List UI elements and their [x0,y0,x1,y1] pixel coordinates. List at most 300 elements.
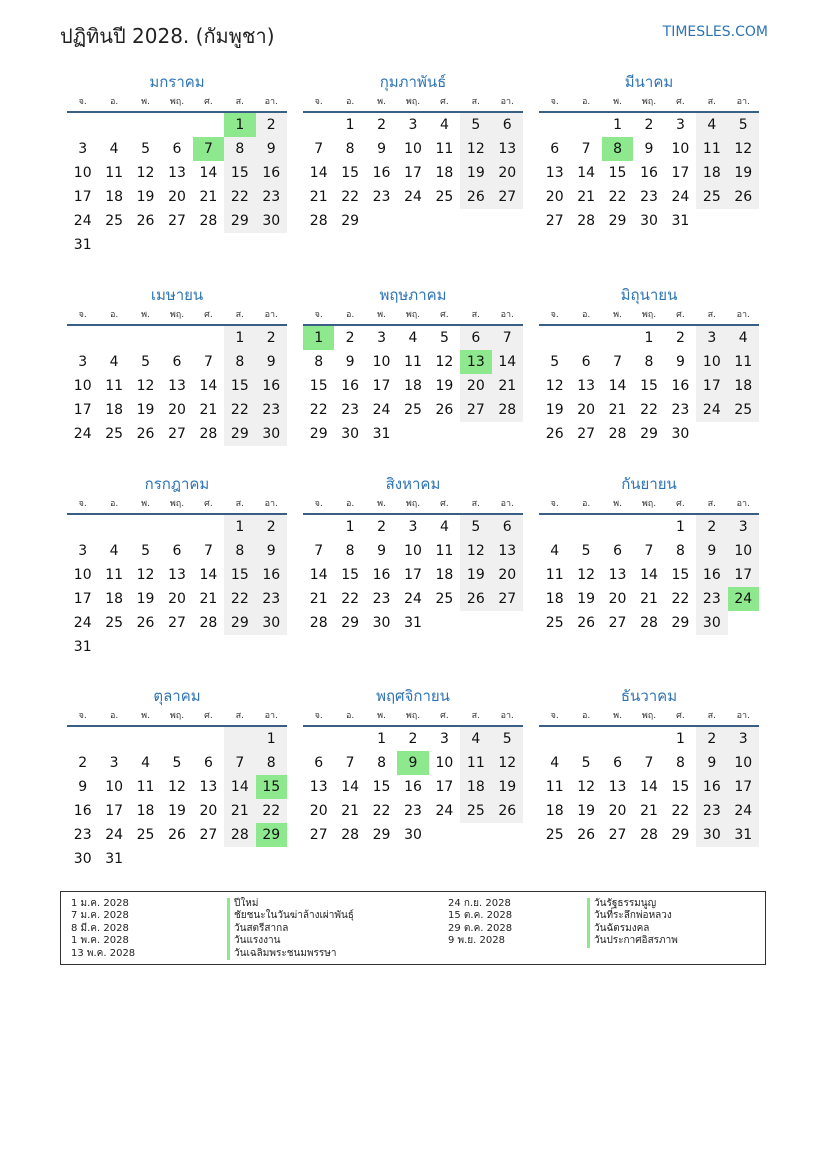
weekday-label: จ. [314,499,323,509]
day-cell: 23 [256,185,287,209]
day-cell: 22 [224,185,255,209]
empty-cell [98,113,129,137]
empty-cell [98,635,129,659]
empty-cell [460,611,491,635]
day-cell: 1 [644,330,654,346]
weekday-label: ส. [471,499,480,509]
empty-cell [570,113,601,137]
day-cell: 24 [728,799,759,823]
weekday-header [539,94,759,113]
weekday-label: พ. [377,499,386,509]
day-cell: 27 [168,615,186,631]
weekday-label: อา. [736,97,750,107]
day-cell: 1 [675,519,685,535]
day-cell: 18 [545,803,564,819]
day-cell: 12 [136,567,155,583]
month-name: พฤศจิกายน [376,687,450,705]
day-cell: 9 [256,539,287,563]
empty-cell [161,233,192,257]
empty-cell [460,823,491,847]
empty-cell [193,635,224,659]
legend-date: 24 ก.ย. 2028 [448,898,511,909]
legend-names-col-1 [227,898,354,960]
day-cell: 30 [256,209,287,233]
day-cell: 30 [341,426,360,442]
day-cell: 26 [577,827,596,843]
month-name: พฤษภาคม [379,286,447,304]
day-cell: 25 [545,827,564,843]
weekday-label: พฤ. [169,310,185,320]
day-cell: 5 [550,354,560,370]
legend-date: 7 ม.ค. 2028 [71,910,129,922]
empty-cell [193,113,224,137]
weekday-label: อ. [581,97,591,107]
empty-cell [256,847,287,871]
day-cell: 11 [136,779,155,795]
month-name: มีนาคม [624,73,674,91]
day-cell: 3 [109,755,119,771]
empty-cell [570,326,601,350]
day-cell: 4 [109,543,119,559]
empty-cell [67,326,98,350]
day-cell: 3 [408,519,418,535]
empty-cell [397,422,428,446]
legend-dates-col-2 [448,898,512,948]
day-cell: 5 [581,543,591,559]
weekday-label: จ. [78,711,87,721]
day-cell: 13 [309,779,328,795]
day-cell: 25 [696,185,727,209]
day-cell: 25 [460,799,491,823]
day-cell: 21 [199,189,218,205]
day-cell: 18 [435,165,454,181]
day-cell: 6 [172,354,182,370]
day-cell: 24 [105,827,124,843]
day-cell: 24 [73,615,92,631]
day-cell: 16 [372,165,391,181]
day-grid [67,113,287,257]
day-cell: 6 [613,755,623,771]
day-cell: 18 [728,374,759,398]
weekday-label: ส. [235,97,244,107]
empty-cell [130,847,161,871]
weekday-label: อ. [345,310,355,320]
day-cell: 22 [224,587,255,611]
day-cell: 6 [172,141,182,157]
month-calendar [539,283,759,446]
weekday-label: พฤ. [641,711,657,721]
empty-cell [602,515,633,539]
day-cell: 13 [199,779,218,795]
day-cell: 9 [644,141,654,157]
day-cell: 10 [696,350,727,374]
weekday-header [539,708,759,727]
day-cell: 25 [105,213,124,229]
empty-cell [492,611,523,635]
day-cell: 26 [492,799,523,823]
day-cell: 27 [608,615,627,631]
day-cell: 7 [613,354,623,370]
day-cell: 10 [404,141,422,157]
day-cell: 21 [608,402,627,418]
empty-cell [696,209,727,233]
day-cell: 25 [105,426,124,442]
day-cell: 21 [640,803,658,819]
day-cell: 4 [109,354,119,370]
weekday-label: อา. [500,310,514,320]
day-cell: 5 [439,330,449,346]
day-cell: 7 [193,137,224,161]
day-cell: 7 [224,751,255,775]
day-cell: 15 [640,378,658,394]
month-name: ตุลาคม [153,687,201,705]
day-grid [303,113,523,233]
day-cell: 3 [439,731,449,747]
weekday-header [303,307,523,326]
day-cell: 23 [341,402,360,418]
month-calendar [67,70,287,257]
empty-cell [193,515,224,539]
weekday-label: อ. [109,711,119,721]
empty-cell [130,326,161,350]
empty-cell [492,422,523,446]
empty-cell [67,113,98,137]
day-cell: 18 [105,591,124,607]
day-cell: 23 [404,803,422,819]
day-cell: 24 [73,426,92,442]
day-cell: 31 [671,213,690,229]
day-cell: 18 [136,803,155,819]
day-cell: 15 [341,165,360,181]
day-cell: 24 [728,587,759,611]
day-cell: 28 [341,827,360,843]
day-cell: 27 [492,185,523,209]
weekday-label: จ. [314,711,323,721]
day-cell: 3 [377,330,387,346]
weekday-label: พฤ. [405,499,421,509]
weekday-label: พ. [141,711,150,721]
weekday-label: อ. [345,499,355,509]
day-cell: 8 [644,354,654,370]
day-cell: 29 [224,209,255,233]
day-cell: 14 [309,567,328,583]
day-cell: 13 [168,378,186,394]
weekday-label: ศ. [204,97,213,107]
day-cell: 16 [73,803,92,819]
day-cell: 2 [644,117,654,133]
weekday-label: พ. [613,499,622,509]
day-cell: 6 [172,543,182,559]
day-cell: 29 [341,213,360,229]
weekday-label: ศ. [676,97,685,107]
day-cell: 23 [256,587,287,611]
day-cell: 3 [728,515,759,539]
day-cell: 7 [314,141,324,157]
day-cell: 30 [73,851,92,867]
day-cell: 29 [341,615,360,631]
empty-cell [256,233,287,257]
day-cell: 2 [696,515,727,539]
day-cell: 1 [345,117,355,133]
day-cell: 25 [105,615,124,631]
empty-cell [130,113,161,137]
day-cell: 20 [492,161,523,185]
day-cell: 22 [640,402,658,418]
day-cell: 8 [602,137,633,161]
empty-cell [429,209,460,233]
weekday-label: พ. [613,97,622,107]
empty-cell [161,635,192,659]
day-cell: 15 [671,779,690,795]
empty-cell [98,515,129,539]
legend-holiday-name: วันแรงงาน [227,935,354,947]
day-cell: 23 [671,402,690,418]
weekday-label: พ. [141,310,150,320]
day-cell: 17 [372,378,391,394]
month-calendar [539,70,759,233]
day-cell: 4 [439,519,449,535]
day-cell: 6 [203,755,213,771]
weekday-label: ศ. [440,97,449,107]
day-cell: 19 [435,378,454,394]
day-cell: 22 [341,189,360,205]
month-name: มิถุนายน [620,286,678,304]
day-cell: 14 [224,775,255,799]
day-cell: 6 [492,515,523,539]
day-cell: 26 [460,185,491,209]
day-cell: 9 [377,543,387,559]
day-cell: 4 [408,330,418,346]
weekday-label: ศ. [676,499,685,509]
day-cell: 28 [640,827,658,843]
day-cell: 14 [492,350,523,374]
day-cell: 17 [728,563,759,587]
day-cell: 12 [460,539,491,563]
day-cell: 2 [256,113,287,137]
day-cell: 8 [345,543,355,559]
day-cell: 15 [224,374,255,398]
weekday-label: อ. [581,711,591,721]
day-cell: 23 [696,799,727,823]
empty-cell [570,727,601,751]
day-cell: 17 [435,779,454,795]
day-cell: 20 [168,189,186,205]
day-cell: 28 [199,615,218,631]
day-cell: 31 [73,237,92,253]
day-cell: 11 [545,567,564,583]
day-cell: 19 [136,189,155,205]
day-cell: 2 [256,515,287,539]
day-cell: 17 [73,402,92,418]
weekday-header [67,708,287,727]
day-cell: 11 [105,165,124,181]
day-cell: 31 [404,615,422,631]
day-cell: 17 [696,374,727,398]
empty-cell [429,823,460,847]
legend-date: 9 พ.ย. 2028 [448,935,505,947]
empty-cell [539,727,570,751]
day-cell: 24 [696,398,727,422]
day-cell: 25 [545,615,564,631]
weekday-label: อา. [264,499,278,509]
weekday-label: อา. [736,711,750,721]
day-cell: 26 [168,827,186,843]
day-cell: 30 [404,827,422,843]
day-cell: 2 [78,755,88,771]
day-cell: 25 [435,189,454,205]
empty-cell [98,727,129,751]
legend-date: 1 ม.ค. 2028 [71,898,129,909]
month-calendar [303,684,523,847]
empty-cell [67,727,98,751]
day-cell: 30 [256,422,287,446]
weekday-label: อ. [109,499,119,509]
empty-cell [130,233,161,257]
day-cell: 2 [408,731,418,747]
day-cell: 17 [73,591,92,607]
day-cell: 26 [136,213,155,229]
day-cell: 3 [728,727,759,751]
day-cell: 4 [696,113,727,137]
empty-cell [130,515,161,539]
day-cell: 7 [345,755,355,771]
weekday-label: ศ. [204,499,213,509]
day-cell: 4 [550,543,560,559]
empty-cell [492,209,523,233]
day-grid [539,727,759,847]
day-cell: 11 [105,378,124,394]
day-cell: 30 [372,615,391,631]
day-grid [67,515,287,659]
empty-cell [602,727,633,751]
day-cell: 20 [577,402,596,418]
day-cell: 14 [199,378,218,394]
day-cell: 13 [492,539,523,563]
day-cell: 19 [577,803,596,819]
day-cell: 17 [105,803,124,819]
day-cell: 6 [581,354,591,370]
weekday-label: ส. [471,711,480,721]
day-cell: 18 [435,567,454,583]
weekday-label: อา. [264,711,278,721]
day-cell: 5 [728,113,759,137]
empty-cell [256,635,287,659]
weekday-label: อ. [109,97,119,107]
empty-cell [130,727,161,751]
day-cell: 29 [372,827,391,843]
day-cell: 14 [640,567,658,583]
day-cell: 15 [309,378,328,394]
weekday-label: อ. [581,499,591,509]
day-cell: 20 [168,591,186,607]
empty-cell [539,113,570,137]
day-cell: 28 [199,213,218,229]
brand-link[interactable]: TIMESLES.COM [662,24,768,40]
day-cell: 20 [608,803,627,819]
weekday-label: ส. [235,310,244,320]
day-cell: 29 [608,213,627,229]
day-cell: 8 [377,755,387,771]
empty-cell [98,233,129,257]
day-cell: 12 [492,751,523,775]
day-cell: 6 [550,141,560,157]
weekday-label: ส. [707,97,716,107]
day-cell: 8 [256,751,287,775]
day-cell: 27 [168,213,186,229]
day-cell: 13 [460,350,491,374]
day-cell: 2 [675,330,685,346]
weekday-label: ส. [707,499,716,509]
day-cell: 15 [224,563,255,587]
empty-cell [161,727,192,751]
day-cell: 19 [492,775,523,799]
day-cell: 23 [73,827,92,843]
month-calendar [67,684,287,871]
day-cell: 29 [256,823,287,847]
day-cell: 29 [224,422,255,446]
weekday-label: ส. [471,310,480,320]
empty-cell [633,727,664,751]
empty-cell [303,727,334,751]
month-name: มกราคม [149,73,205,91]
day-cell: 25 [136,827,155,843]
day-cell: 3 [675,117,685,133]
day-cell: 12 [577,779,596,795]
day-cell: 13 [545,165,564,181]
weekday-label: พ. [377,711,386,721]
day-grid [539,515,759,635]
day-cell: 17 [404,165,422,181]
day-cell: 28 [608,426,627,442]
day-cell: 21 [309,189,328,205]
empty-cell [602,326,633,350]
day-cell: 13 [168,567,186,583]
day-cell: 14 [199,165,218,181]
day-cell: 2 [696,727,727,751]
day-cell: 12 [545,378,564,394]
month-calendar [303,70,523,233]
day-cell: 21 [577,189,596,205]
day-cell: 6 [613,543,623,559]
weekday-label: อ. [581,310,591,320]
weekday-label: ส. [235,711,244,721]
day-cell: 18 [696,161,727,185]
day-cell: 22 [372,803,391,819]
day-cell: 26 [545,426,564,442]
day-cell: 4 [141,755,151,771]
day-cell: 9 [696,751,727,775]
empty-cell [366,209,397,233]
weekday-header [67,307,287,326]
weekday-label: อา. [736,310,750,320]
day-cell: 19 [460,563,491,587]
day-cell: 10 [671,141,690,157]
empty-cell [161,847,192,871]
day-cell: 27 [168,426,186,442]
weekday-label: พฤ. [641,499,657,509]
day-cell: 3 [78,354,88,370]
weekday-header [303,708,523,727]
empty-cell [193,847,224,871]
day-cell: 28 [309,615,328,631]
empty-cell [492,823,523,847]
day-cell: 16 [372,567,391,583]
legend-date: 1 พ.ค. 2028 [71,935,129,947]
day-cell: 28 [309,213,328,229]
empty-cell [460,422,491,446]
empty-cell [429,422,460,446]
day-cell: 7 [581,141,591,157]
